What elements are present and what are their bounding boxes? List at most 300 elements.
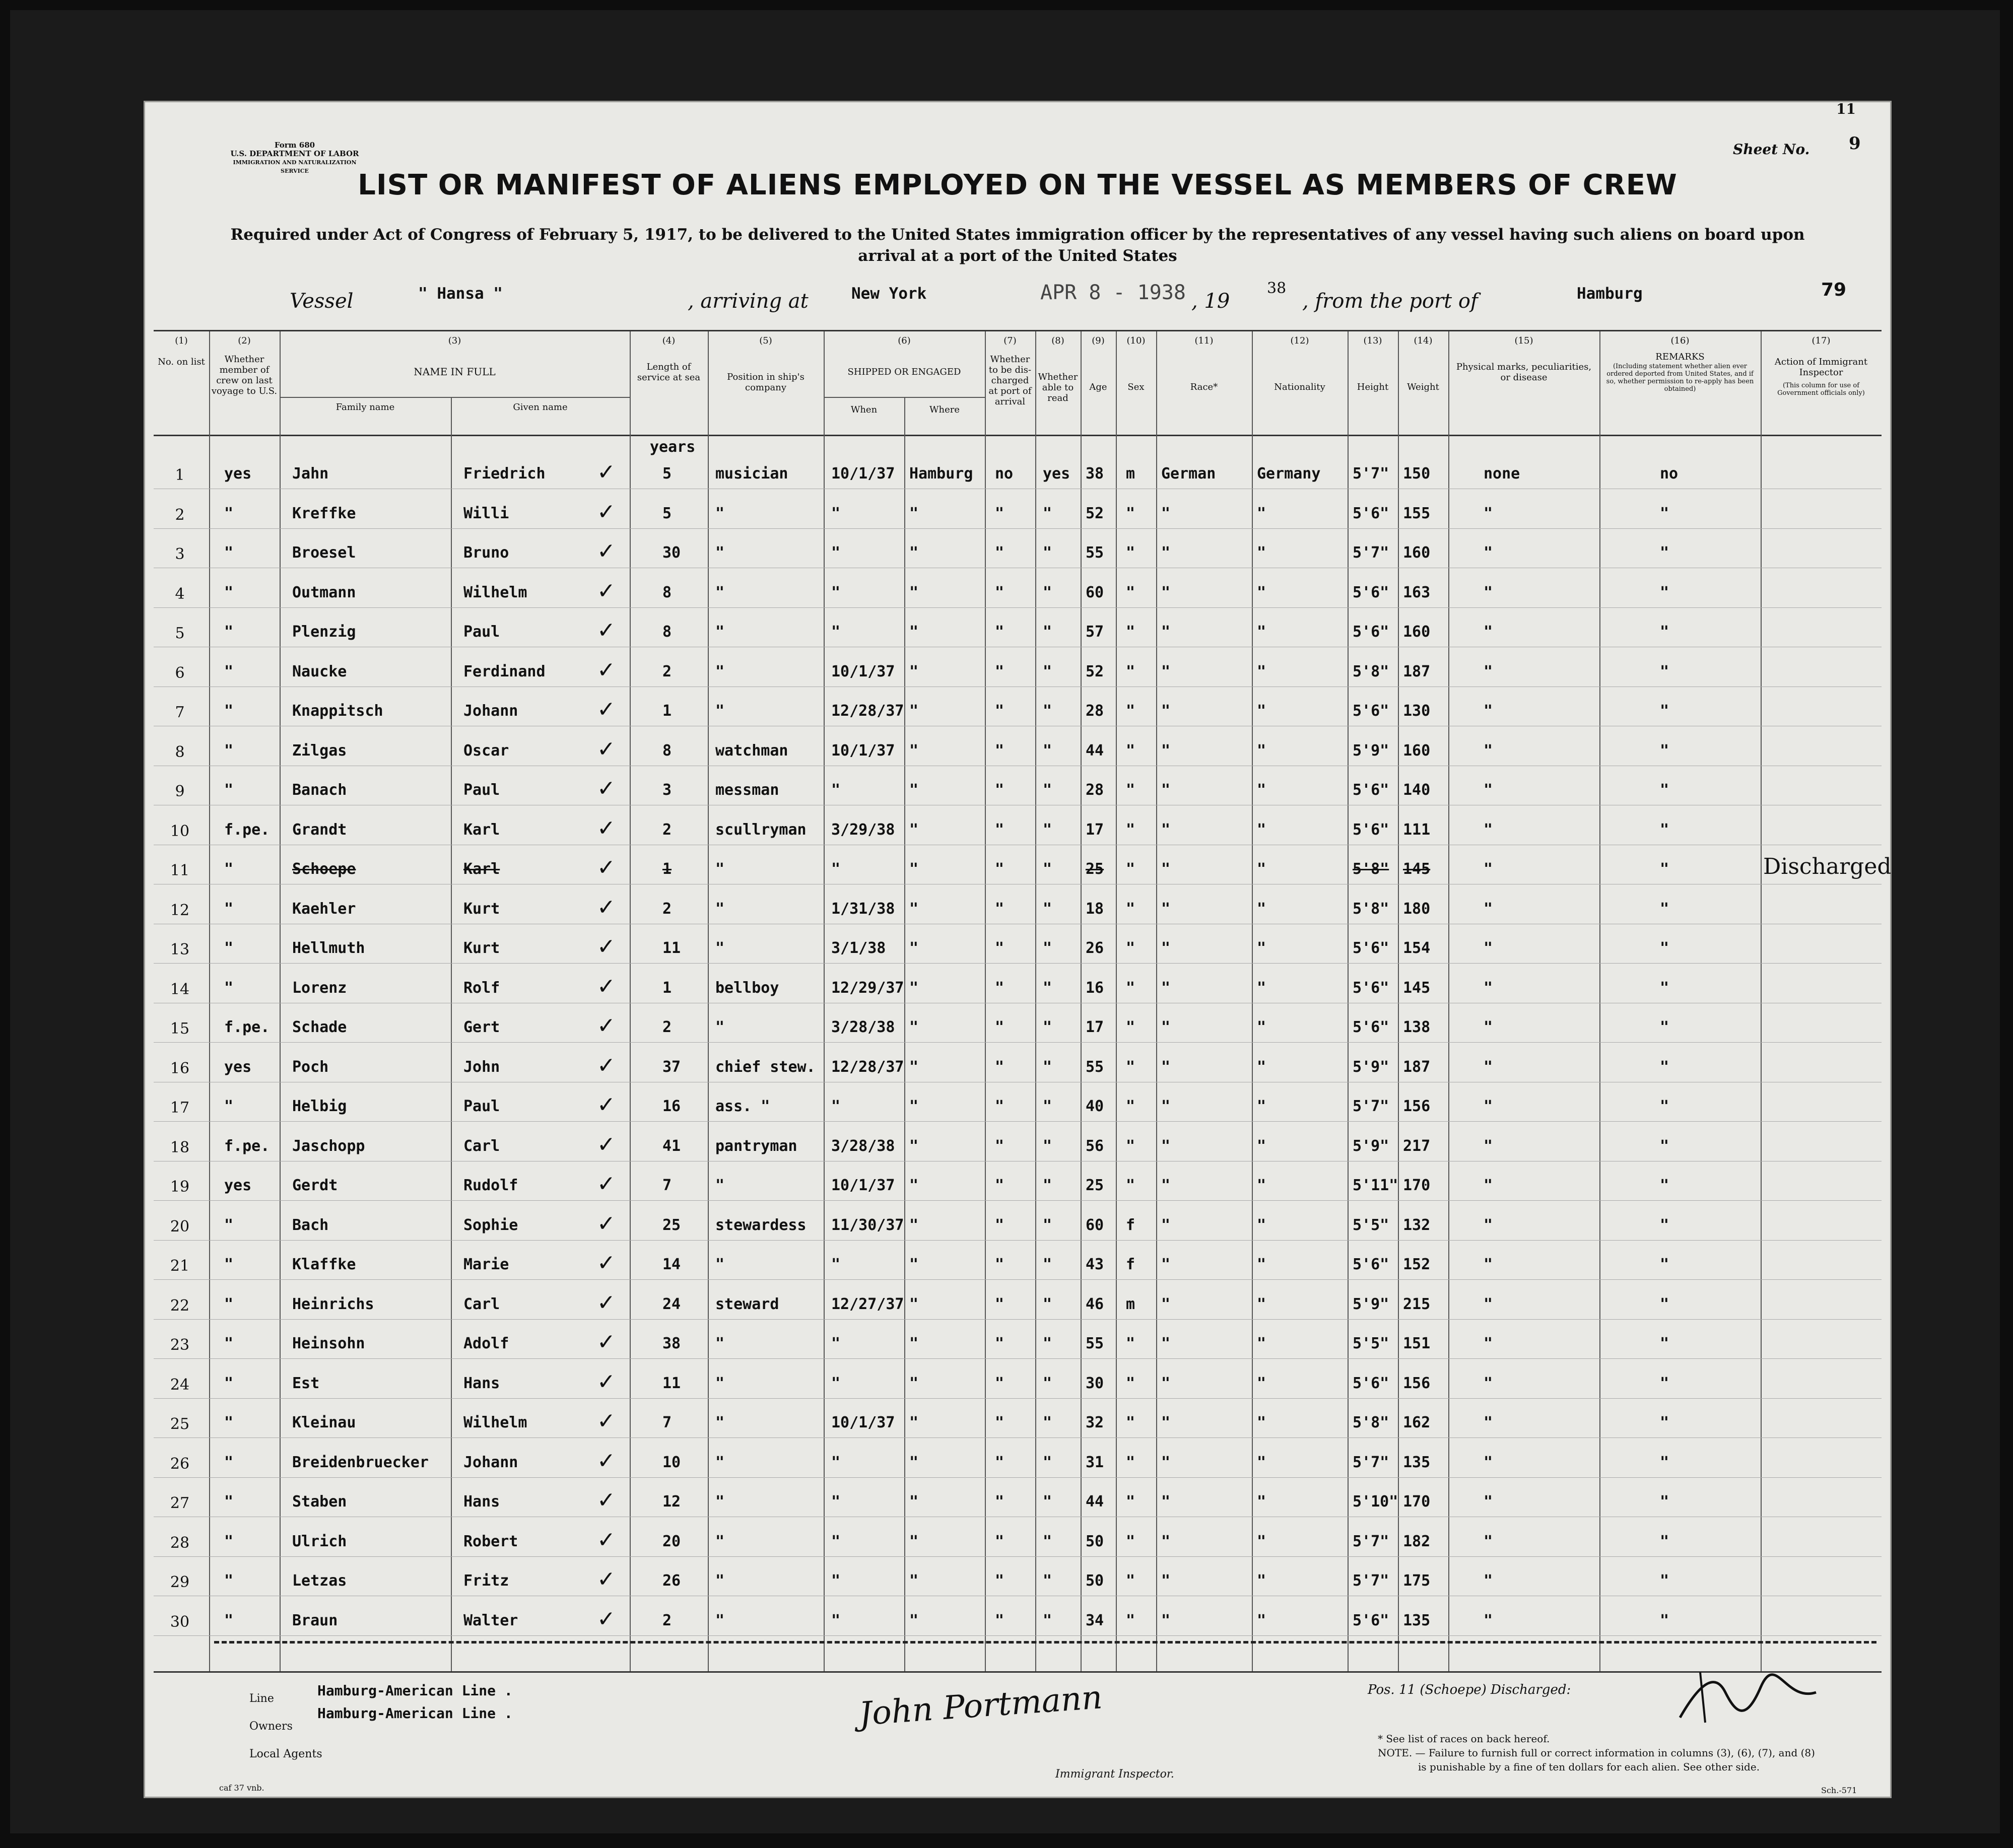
discharged-cell: " — [995, 1256, 1004, 1273]
service-length-cell: 8 — [662, 623, 672, 641]
family-name-cell: Schade — [292, 1018, 347, 1036]
family-name-cell: Ulrich — [292, 1532, 347, 1550]
weight-cell: 135 — [1403, 1453, 1431, 1471]
row-number: 16 — [170, 1059, 190, 1077]
row-number: 8 — [175, 743, 185, 761]
able-to-read-cell: " — [1043, 1058, 1052, 1076]
remarks-cell: " — [1660, 1018, 1669, 1036]
colnum-10: (10) — [1126, 335, 1146, 346]
column-divider — [630, 331, 631, 1671]
sex-cell: " — [1126, 1374, 1135, 1392]
shipped-where-cell: " — [909, 662, 919, 680]
age-cell: 60 — [1086, 583, 1104, 601]
family-name-cell: Heinsohn — [292, 1335, 365, 1352]
service-length-cell: 1 — [662, 860, 672, 878]
shipped-when-cell: " — [831, 1532, 841, 1550]
check-mark-icon: ✓ — [597, 1606, 616, 1632]
height-cell: 5'7" — [1353, 1098, 1389, 1115]
age-cell: 26 — [1086, 939, 1104, 957]
shipped-where-cell: " — [909, 979, 919, 997]
age-cell: 60 — [1086, 1216, 1104, 1234]
age-cell: 55 — [1086, 544, 1104, 562]
given-name-cell: Paul — [463, 623, 500, 641]
position-cell: " — [715, 1493, 725, 1511]
able-to-read-cell: " — [1043, 1177, 1052, 1194]
given-name-cell: Fritz — [463, 1572, 509, 1590]
corner-number: 11 — [1836, 101, 1856, 117]
member-cell: " — [224, 1295, 234, 1313]
discharged-cell: " — [995, 939, 1004, 957]
column-divider — [708, 331, 709, 1671]
manifest-sheet — [144, 101, 1892, 1798]
physical-marks-cell: " — [1484, 1532, 1493, 1550]
discharged-cell: " — [995, 1453, 1004, 1471]
sex-cell: " — [1126, 623, 1135, 641]
discharged-cell: " — [995, 1532, 1004, 1550]
given-name-cell: Wilhelm — [463, 583, 527, 601]
service-length-cell: 8 — [662, 741, 672, 760]
sex-cell: " — [1126, 1493, 1135, 1511]
physical-marks-cell: " — [1484, 741, 1493, 760]
family-name-cell: Kleinau — [292, 1414, 356, 1431]
able-to-read-cell: " — [1043, 504, 1052, 522]
shipped-when-cell: 12/27/37 — [831, 1295, 904, 1313]
member-cell: " — [224, 979, 234, 997]
colnum-15: (15) — [1514, 335, 1533, 346]
member-cell: " — [224, 1374, 234, 1392]
height-cell: 5'10" — [1353, 1493, 1398, 1511]
remarks-cell: " — [1660, 860, 1669, 878]
shipped-where-cell: " — [909, 583, 919, 601]
service-length-cell: 5 — [662, 504, 672, 522]
physical-marks-cell: " — [1484, 1177, 1493, 1194]
age-cell: 28 — [1086, 781, 1104, 799]
remarks-cell: " — [1660, 939, 1669, 957]
discharged-cell: " — [995, 1572, 1004, 1590]
service-length-cell: 16 — [662, 1098, 681, 1115]
service-length-cell: 26 — [662, 1572, 681, 1590]
row-rule — [154, 1121, 1882, 1122]
race-cell: " — [1161, 1453, 1171, 1471]
given-name-cell: Walter — [463, 1611, 518, 1629]
age-cell: 38 — [1086, 465, 1104, 483]
sex-cell: " — [1126, 1018, 1135, 1036]
member-cell: f.pe. — [224, 1137, 270, 1155]
able-to-read-cell: " — [1043, 860, 1052, 878]
able-to-read-cell: " — [1043, 1256, 1052, 1273]
shipped-when-cell: " — [831, 1335, 841, 1352]
physical-marks-cell: none — [1484, 465, 1520, 483]
nationality-cell: " — [1257, 623, 1266, 641]
shipped-when-cell: " — [831, 1453, 841, 1471]
shipped-when-cell: " — [831, 1374, 841, 1392]
remarks-cell: " — [1660, 1256, 1669, 1273]
header-remarks: REMARKS — [1655, 352, 1705, 362]
printer-mark: caf 37 vnb. — [219, 1783, 264, 1793]
shipped-where-cell: " — [909, 860, 919, 878]
header-length-service: Length of service at sea — [637, 362, 701, 383]
vessel-name: " Hansa " — [418, 285, 503, 303]
family-name-cell: Broesel — [292, 544, 356, 562]
colnum-5: (5) — [759, 335, 772, 346]
position-cell: messman — [715, 781, 779, 799]
discharged-cell: " — [995, 741, 1004, 760]
nationality-cell: " — [1257, 1414, 1266, 1431]
remarks-cell: " — [1660, 583, 1669, 601]
check-mark-icon: ✓ — [597, 1052, 616, 1078]
height-cell: 5'6" — [1353, 781, 1389, 799]
sex-cell: " — [1126, 702, 1135, 720]
crew-table — [154, 330, 1892, 1673]
position-cell: " — [715, 662, 725, 680]
able-to-read-cell: " — [1043, 583, 1052, 601]
able-to-read-cell: " — [1043, 781, 1052, 799]
race-cell: " — [1161, 1493, 1171, 1511]
position-cell: musician — [715, 465, 788, 483]
race-cell: " — [1161, 623, 1171, 641]
local-agents-label: Local Agents — [249, 1748, 322, 1760]
nationality-cell: " — [1257, 741, 1266, 760]
height-cell: 5'6" — [1353, 1374, 1389, 1392]
row-number: 18 — [170, 1138, 190, 1156]
nationality-cell: " — [1257, 662, 1266, 680]
inspector-label: Immigrant Inspector. — [1055, 1768, 1174, 1781]
discharged-cell: " — [995, 781, 1004, 799]
shipped-when-cell: " — [831, 623, 841, 641]
weight-cell: 130 — [1403, 702, 1431, 720]
shipped-when-cell: " — [831, 860, 841, 878]
nationality-cell: " — [1257, 1453, 1266, 1471]
race-cell: " — [1161, 900, 1171, 918]
shipped-when-cell: " — [831, 1098, 841, 1115]
physical-marks-cell: " — [1484, 1098, 1493, 1115]
age-cell: 43 — [1086, 1256, 1104, 1273]
weight-cell: 162 — [1403, 1414, 1431, 1431]
discharged-cell: " — [995, 1374, 1004, 1392]
family-name-cell: Jahn — [292, 465, 329, 483]
position-cell: " — [715, 504, 725, 522]
race-cell: " — [1161, 583, 1171, 601]
physical-marks-cell: " — [1484, 1572, 1493, 1590]
row-number: 6 — [175, 664, 185, 682]
member-cell: " — [224, 860, 234, 878]
column-divider — [1599, 331, 1600, 1671]
weight-cell: 180 — [1403, 900, 1431, 918]
height-cell: 5'9" — [1353, 1058, 1389, 1076]
race-cell: " — [1161, 1137, 1171, 1155]
discharged-cell: " — [995, 1611, 1004, 1629]
shipped-when-cell: " — [831, 583, 841, 601]
shipped-where-cell: " — [909, 1611, 919, 1629]
sex-cell: " — [1126, 504, 1135, 522]
check-mark-icon: ✓ — [597, 1566, 616, 1592]
physical-marks-cell: " — [1484, 1137, 1493, 1155]
service-length-cell: 7 — [662, 1414, 672, 1431]
race-cell: " — [1161, 1098, 1171, 1115]
position-cell: " — [715, 544, 725, 562]
discharged-cell: " — [995, 1058, 1004, 1076]
header-given-name: Given name — [513, 402, 568, 413]
discharged-cell: no — [995, 465, 1014, 483]
race-cell: " — [1161, 1374, 1171, 1392]
shipped-when-cell: 10/1/37 — [831, 1414, 895, 1431]
shipped-where-cell: " — [909, 741, 919, 760]
nationality-cell: " — [1257, 702, 1266, 720]
service-length-cell: 3 — [662, 781, 672, 799]
sex-cell: " — [1126, 1098, 1135, 1115]
row-rule — [154, 1358, 1882, 1359]
shipped-when-cell: 12/29/37 — [831, 979, 904, 997]
age-cell: 25 — [1086, 860, 1104, 878]
race-cell: " — [1161, 504, 1171, 522]
member-cell: " — [224, 1216, 234, 1234]
position-cell: " — [715, 1532, 725, 1550]
row-rule — [154, 528, 1882, 529]
physical-marks-cell: " — [1484, 1335, 1493, 1352]
nationality-cell: " — [1257, 900, 1266, 918]
age-cell: 55 — [1086, 1058, 1104, 1076]
colnum-6: (6) — [898, 335, 911, 346]
discharged-cell: " — [995, 702, 1004, 720]
race-cell: " — [1161, 860, 1171, 878]
shipped-where-cell: " — [909, 939, 919, 957]
age-cell: 17 — [1086, 820, 1104, 839]
given-name-cell: Karl — [463, 860, 500, 878]
owners-label: Owners — [249, 1720, 293, 1733]
nationality-cell: " — [1257, 544, 1266, 562]
age-cell: 17 — [1086, 1018, 1104, 1036]
nationality-cell: " — [1257, 1216, 1266, 1234]
shipped-where-cell: " — [909, 1374, 919, 1392]
service-length-cell: 37 — [662, 1058, 681, 1076]
arriving-label: , arriving at — [688, 290, 809, 313]
family-name-cell: Plenzig — [292, 623, 356, 641]
colnum-7: (7) — [1003, 335, 1017, 346]
race-cell: " — [1161, 1532, 1171, 1550]
age-cell: 44 — [1086, 1493, 1104, 1511]
able-to-read-cell: " — [1043, 1216, 1052, 1234]
remarks-cell: " — [1660, 1374, 1669, 1392]
sex-cell: m — [1126, 1295, 1135, 1313]
header-action-inspector: Action of Immigrant Inspector — [1774, 357, 1868, 378]
nationality-cell: " — [1257, 1335, 1266, 1352]
given-name-cell: Kurt — [463, 939, 500, 957]
check-mark-icon: ✓ — [597, 1527, 616, 1553]
weight-cell: 111 — [1403, 820, 1431, 839]
discharged-cell: " — [995, 860, 1004, 878]
shipped-where-cell: " — [909, 1295, 919, 1313]
sex-cell: " — [1126, 860, 1135, 878]
able-to-read-cell: " — [1043, 1335, 1052, 1352]
sex-cell: " — [1126, 1611, 1135, 1629]
family-name-cell: Helbig — [292, 1098, 347, 1115]
position-cell: " — [715, 1374, 725, 1392]
service-length-cell: 2 — [662, 900, 672, 918]
check-mark-icon: ✓ — [597, 1131, 616, 1157]
physical-marks-cell: " — [1484, 979, 1493, 997]
column-divider — [1116, 331, 1117, 1671]
weight-cell: 156 — [1403, 1374, 1431, 1392]
family-name-cell: Braun — [292, 1611, 338, 1629]
race-cell: " — [1161, 1177, 1171, 1194]
nationality-cell: " — [1257, 1532, 1266, 1550]
member-cell: " — [224, 623, 234, 641]
check-mark-icon: ✓ — [597, 657, 616, 683]
family-name-cell: Kaehler — [292, 900, 356, 918]
family-name-cell: Poch — [292, 1058, 329, 1076]
weight-cell: 163 — [1403, 583, 1431, 601]
able-to-read-cell: " — [1043, 623, 1052, 641]
shipped-when-cell: 3/28/38 — [831, 1137, 895, 1155]
shipped-when-cell: " — [831, 1572, 841, 1590]
check-mark-icon: ✓ — [597, 1448, 616, 1474]
service-length-cell: 2 — [662, 1611, 672, 1629]
able-to-read-cell: " — [1043, 939, 1052, 957]
remarks-cell: " — [1660, 1216, 1669, 1234]
physical-marks-cell: " — [1484, 1058, 1493, 1076]
weight-cell: 170 — [1403, 1493, 1431, 1511]
position-cell: ass. " — [715, 1098, 770, 1115]
height-cell: 5'6" — [1353, 702, 1389, 720]
position-cell: " — [715, 1414, 725, 1431]
row-number: 12 — [170, 901, 190, 919]
colnum-17: (17) — [1811, 335, 1831, 346]
family-name-cell: Letzas — [292, 1572, 347, 1590]
sex-cell: " — [1126, 900, 1135, 918]
departure-port: Hamburg — [1577, 285, 1643, 303]
row-rule — [154, 1398, 1882, 1399]
given-name-cell: Rolf — [463, 979, 500, 997]
colnum-11: (11) — [1194, 335, 1214, 346]
physical-marks-cell: " — [1484, 1414, 1493, 1431]
age-cell: 50 — [1086, 1532, 1104, 1550]
given-name-cell: Hans — [463, 1374, 500, 1392]
weight-cell: 187 — [1403, 662, 1431, 680]
header-position: Position in ship's company — [727, 372, 804, 393]
position-cell: scullryman — [715, 820, 807, 839]
height-cell: 5'6" — [1353, 504, 1389, 522]
shipped-where-cell: " — [909, 1137, 919, 1155]
race-cell: " — [1161, 1256, 1171, 1273]
given-name-cell: Wilhelm — [463, 1414, 527, 1431]
row-number: 26 — [170, 1455, 190, 1473]
member-cell: " — [224, 544, 234, 562]
member-cell: " — [224, 741, 234, 760]
row-number: 29 — [170, 1573, 190, 1591]
position-cell: " — [715, 623, 725, 641]
row-number: 3 — [175, 545, 185, 563]
check-mark-icon: ✓ — [597, 1171, 616, 1197]
row-rule — [154, 1240, 1882, 1241]
member-cell: " — [224, 1098, 234, 1115]
row-rule — [154, 1477, 1882, 1478]
discharged-cell: " — [995, 504, 1004, 522]
column-divider — [1348, 331, 1349, 1671]
physical-marks-cell: " — [1484, 1216, 1493, 1234]
shipped-when-cell: 3/28/38 — [831, 1018, 895, 1036]
given-name-cell: Paul — [463, 1098, 500, 1115]
position-cell: steward — [715, 1295, 779, 1313]
given-name-cell: Paul — [463, 781, 500, 799]
position-cell: " — [715, 1018, 725, 1036]
owners-value: Hamburg-American Line . — [317, 1705, 513, 1722]
given-name-cell: Friedrich — [463, 465, 546, 483]
row-number: 21 — [170, 1257, 190, 1275]
row-rule — [154, 1279, 1882, 1280]
discharged-cell: " — [995, 900, 1004, 918]
remarks-cell: " — [1660, 1137, 1669, 1155]
member-cell: " — [224, 1572, 234, 1590]
height-cell: 5'8" — [1353, 860, 1389, 878]
check-mark-icon: ✓ — [597, 1368, 616, 1395]
height-cell: 5'5" — [1353, 1216, 1389, 1234]
height-cell: 5'8" — [1353, 900, 1389, 918]
shipped-where-cell: " — [909, 504, 919, 522]
member-cell: " — [224, 1453, 234, 1471]
service-length-cell: 2 — [662, 1018, 672, 1036]
able-to-read-cell: " — [1043, 1414, 1052, 1431]
weight-cell: 187 — [1403, 1058, 1431, 1076]
header-no-on-list: No. on list — [158, 357, 205, 367]
nationality-cell: " — [1257, 1295, 1266, 1313]
shipped-when-cell: 10/1/37 — [831, 741, 895, 760]
physical-marks-cell: " — [1484, 702, 1493, 720]
discharged-cell: " — [995, 544, 1004, 562]
sex-cell: " — [1126, 939, 1135, 957]
nationality-cell: " — [1257, 1058, 1266, 1076]
service-length-cell: 24 — [662, 1295, 681, 1313]
row-number: 11 — [170, 862, 190, 879]
header-able-to-read: Whether able to read — [1038, 372, 1078, 403]
shipped-when-cell: 12/28/37 — [831, 702, 904, 720]
shipped-where-cell: " — [909, 1256, 919, 1273]
service-length-cell: 10 — [662, 1453, 681, 1471]
row-number: 17 — [170, 1099, 190, 1117]
given-name-cell: Rudolf — [463, 1177, 518, 1194]
service-length-cell: 1 — [662, 702, 672, 720]
height-cell: 5'7" — [1353, 544, 1389, 562]
member-cell: " — [224, 939, 234, 957]
discharged-cell: " — [995, 662, 1004, 680]
header-race: Race* — [1190, 382, 1218, 392]
position-cell: bellboy — [715, 979, 779, 997]
header-physical-marks: Physical marks, peculiarities, or disease — [1456, 362, 1592, 383]
weight-cell: 155 — [1403, 504, 1431, 522]
date-stamp: APR 8 - 1938 — [1040, 281, 1186, 304]
column-divider — [1035, 331, 1036, 1671]
header-shipped-engaged: SHIPPED OR ENGAGED — [847, 367, 961, 377]
given-name-cell: Gert — [463, 1018, 500, 1036]
action-cell: Discharged — [1763, 854, 1892, 879]
member-cell: " — [224, 702, 234, 720]
member-cell: " — [224, 583, 234, 601]
remarks-cell: no — [1660, 465, 1679, 483]
list-number: 79 — [1821, 280, 1847, 300]
shipped-where-cell: " — [909, 1493, 919, 1511]
service-length-cell: 38 — [662, 1335, 681, 1352]
physical-marks-cell: " — [1484, 1611, 1493, 1629]
end-of-list-rule — [214, 1641, 1876, 1644]
age-cell: 46 — [1086, 1295, 1104, 1313]
nationality-cell: Germany — [1257, 465, 1321, 483]
service-length-cell: 2 — [662, 820, 672, 839]
sex-cell: " — [1126, 741, 1135, 760]
shipped-where-cell: " — [909, 900, 919, 918]
shipped-where-cell: " — [909, 1216, 919, 1234]
race-cell: " — [1161, 702, 1171, 720]
service-length-cell: 30 — [662, 544, 681, 562]
able-to-read-cell: yes — [1043, 465, 1070, 483]
